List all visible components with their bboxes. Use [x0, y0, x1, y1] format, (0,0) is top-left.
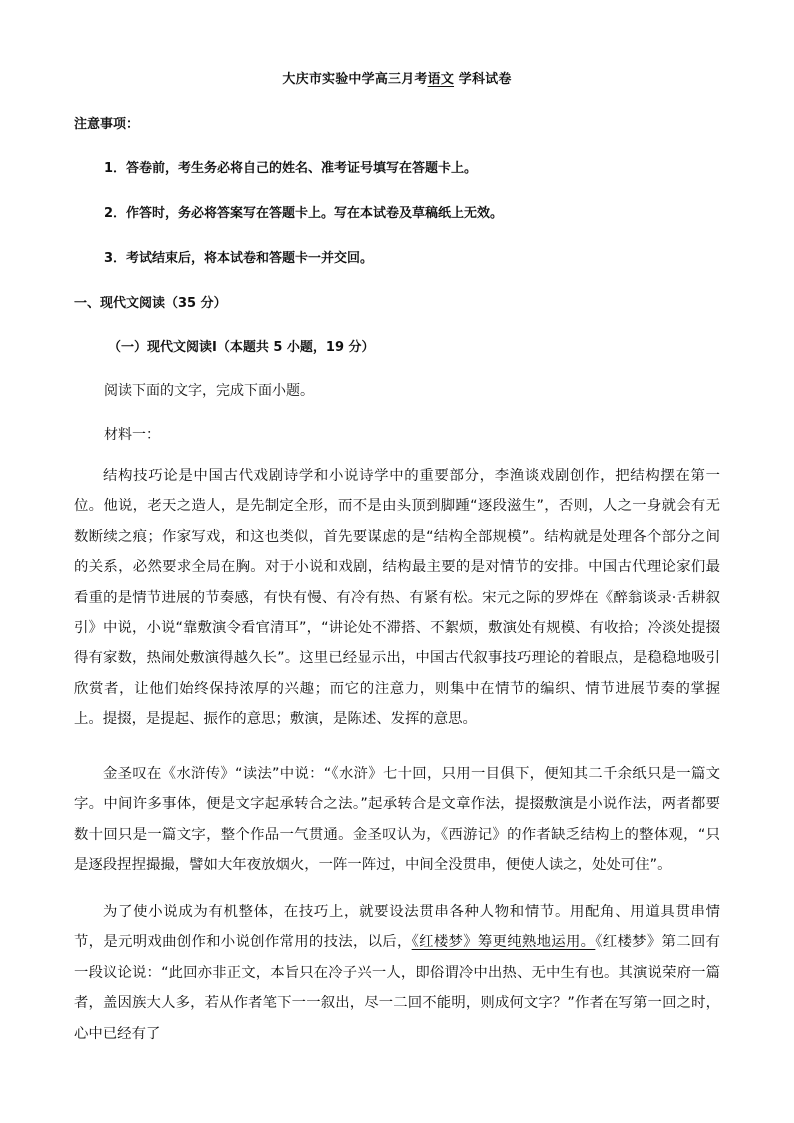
notice-heading: 注意事项： [74, 117, 140, 132]
sub-section-heading: （一）现代文阅读Ⅰ（本题共 5 小题，19 分） [108, 340, 375, 355]
material-label: 材料一： [104, 427, 160, 443]
section-heading: 一、现代文阅读（35 分） [74, 296, 227, 311]
page-title [0, 68, 794, 87]
paragraph-3-text-b: 《红楼梦》第二回有一段议论说：“此回亦非正文，本旨只在冷子兴一人，即俗谓冷中出热、无中生有也。其演说荣府一篇者，盖因族大人多，若从作者笔下一一叙出，尽一二回不能明，则成何文字？”作者在写第一回之时，心中已经有了 [74, 934, 720, 1042]
paragraph-2: 金圣叹在《水浒传》“读法”中说：“《水浒》七十回，只用一目俱下，便知其二千余纸只是一篇文字。中间许多事体，便是文字起承转合之法。”起承转合是文章作法，提掇敷演是小说作法，两者都要数十回只是一篇文字，整个作品一气贯通。金圣叹认为，《西游记》的作者缺乏结构上的整体观，“只是逐段捏捏撮撮，譬如大年夜放烟火，一阵一阵过，中间全没贯串，便使人读之，处处可住”。 [74, 766, 720, 874]
paragraph-3-text-a: 为了使小说成为有机整体，在技巧上，就要设法贯串各种人物和情节。用配角、用道具贯串情节，是元明戏曲创作和小说创作常用的技法，以后， [74, 904, 720, 951]
title-part-2: 学科试卷 [454, 72, 512, 87]
paragraph-3-underlined: 《红楼梦》筹更纯熟地运用。 [411, 934, 596, 951]
notice-item-1: 1．答卷前，考生务必将自己的姓名、准考证号填写在答题卡上。 [104, 161, 478, 176]
paragraph-1: 结构技巧论是中国古代戏剧诗学和小说诗学中的重要部分，李渔谈戏剧创作，把结构摆在第一位。他说，老天之造人，是先制定全形，而不是由头顶到脚踵“逐段滋生”，否则，人之一身就会有无数断续之痕；作家写戏，和这也类似，首先要谋虑的是“结构全部规模”。结构就是处理各个部分之间的关系，必然要求全局在胸。对于小说和戏剧，结构最主要的是对情节的安排。中国古代理论家们最看重的是情节进展的节奏感，有快有慢、有冷有热、有紧有松。宋元之际的罗烨在《醉翁谈录·舌耕叙引》中说，小说“靠敷演令看官清耳”，“讲论处不滞搭、不絮烦，敷演处有规模、有收拾；冷淡处提掇得有家数，热闹处敷演得越久长”。这里已经显示出，中国古代叙事技巧理论的着眼点，是稳稳地吸引欣赏者，让他们始终保持浓厚的兴趣；而它的注意力，则集中在情节的编织、情节进展节奏的掌握上。提掇，是提起、振作的意思；敷演，是陈述、发挥的意思。 [74, 468, 720, 728]
title-subject: 语文 [427, 72, 455, 87]
title-part-1: 大庆市实验中学高三月考 [282, 72, 428, 87]
paragraph-3 [74, 897, 720, 1049]
notice-item-3: 3．考试结束后，将本试卷和答题卡一并交回。 [104, 251, 374, 266]
notice-item-2: 2．作答时，务必将答案写在答题卡上。写在本试卷及草稿纸上无效。 [104, 206, 504, 221]
reading-instruction: 阅读下面的文字，完成下面小题。 [104, 383, 314, 399]
